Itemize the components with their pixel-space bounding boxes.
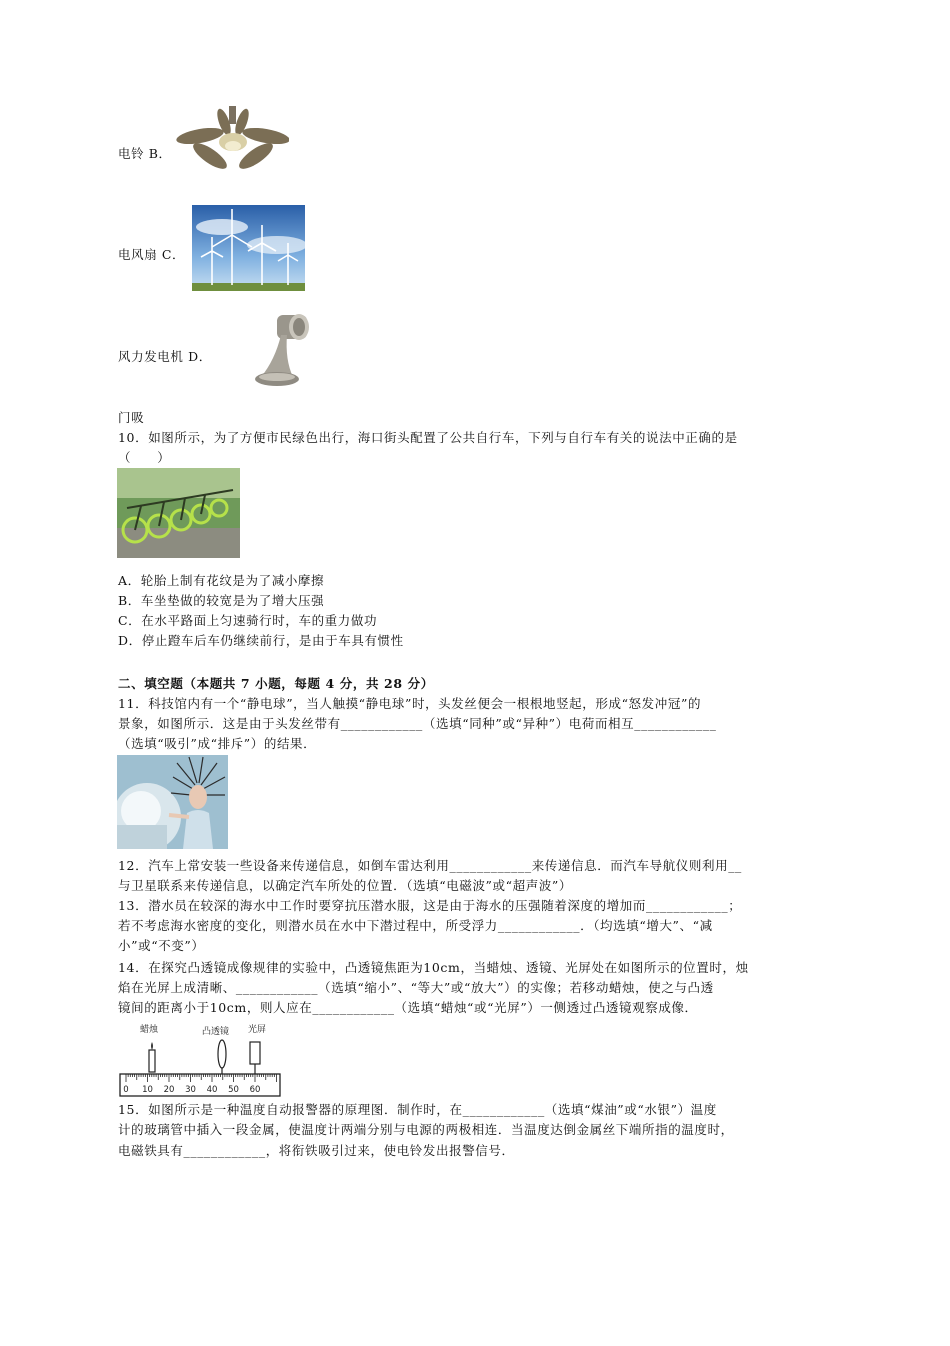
q14-line1: 14．在探究凸透镜成像规律的实验中，凸透镜焦距为10cm，当蜡烛、透镜、光屏处在如图所示的位置时，烛: [118, 960, 749, 975]
q11-line1: 11．科技馆内有一个“静电球”，当人触摸“静电球”时，头发丝便会一根根地竖起，形成“怒发冲冠”的: [118, 696, 702, 711]
ceiling-fan-image: [176, 102, 289, 180]
q10-stem-line2: （ ）: [118, 450, 171, 465]
door-stopper-image: [247, 305, 335, 393]
option-d-caption: 门吸: [118, 410, 145, 425]
ruler-tick-label: 40: [206, 1085, 218, 1095]
q15-line2: 计的玻璃管中插入一段金属，使温度计两端分别与电源的两极相连．当温度达倒金属丝下端所指的温度时，: [118, 1122, 734, 1137]
q13-line2: 若不考虑海水密度的变化，则潜水员在水中下潜过程中，所受浮力____________．（均选填“增大”、“减: [118, 918, 713, 933]
q11-line2: 景象，如图所示．这是由于头发丝带有____________（选填“同种”或“异种”）电荷而相互____________: [118, 716, 717, 731]
q14-line2: 焰在光屏上成清晰、____________（选填“缩小”、“等大”或“放大”）的实像；若移动蜡烛，使之与凸透: [118, 980, 714, 995]
ruler-tick-label: 0: [123, 1085, 129, 1095]
q10-option-b: B．车坐垫做的较宽是为了增大压强: [118, 593, 325, 608]
option-b-label: 电铃 B．: [118, 146, 172, 161]
q12-line2: 与卫星联系来传递信息，以确定汽车所处的位置．（选填“电磁波”或“超声波”）: [118, 878, 573, 893]
wind-turbines-image: [192, 205, 305, 291]
q10-option-a: A．轮胎上制有花纹是为了减小摩擦: [118, 573, 325, 588]
option-d-label: 风力发电机 D．: [118, 349, 212, 364]
ruler-tick-label: 50: [228, 1085, 239, 1095]
section-heading: 二、填空题（本题共 7 小题，每题 4 分，共 28 分）: [118, 676, 434, 691]
q12-line1: 12．汽车上常安装一些设备来传递信息，如倒车雷达利用____________来传递信息．而汽车导航仪则利用__: [118, 858, 742, 873]
q13-line3: 小”或“不变”）: [118, 938, 205, 953]
candle-flame: [151, 1042, 153, 1050]
screen-label: 光屏: [248, 1025, 267, 1035]
q15-line3: 电磁铁具有____________，将衔铁吸引过来，使电铃发出报警信号．: [118, 1143, 515, 1158]
candle-label: 蜡烛: [140, 1025, 159, 1035]
option-c-label: 电风扇 C．: [118, 247, 186, 262]
candle-body: [149, 1050, 155, 1072]
q11-line3: （选填“吸引”成“排斥”）的结果．: [118, 736, 317, 751]
q15-line1: 15．如图所示是一种温度自动报警器的原理图．制作时，在____________（选填“煤油”或“水银”）温度: [118, 1102, 717, 1117]
optical-bench-figure: [118, 1020, 283, 1098]
q13-line1: 13．潜水员在较深的海水中工作时要穿抗压潜水服，这是由于海水的压强随着深度的增加而____________；: [118, 898, 742, 913]
optical-bench-svg: [118, 1020, 283, 1098]
public-bicycles-image: [117, 468, 240, 558]
ruler-tick-label: 20: [163, 1085, 175, 1095]
light-screen: [250, 1042, 260, 1064]
ruler-tick-label: 60: [249, 1085, 261, 1095]
ruler-tick-label: 10: [142, 1085, 153, 1095]
ruler-tick-label: 30: [185, 1085, 196, 1095]
static-ball-image: [117, 755, 228, 849]
q10-stem-line1: 10．如图所示，为了方便市民绿色出行，海口街头配置了公共自行车，下列与自行车有关的说法中正确的是: [118, 430, 738, 445]
q10-option-d: D．停止蹬车后车仍继续前行，是由于车具有惯性: [118, 633, 404, 648]
lens-label: 凸透镜: [202, 1027, 230, 1037]
q10-option-c: C．在水平路面上匀速骑行时，车的重力做功: [118, 613, 378, 628]
convex-lens: [218, 1040, 226, 1068]
q14-line3: 镜间的距离小于10cm，则人应在____________（选填“蜡烛“或“光屏”）一侧透过凸透镜观察成像．: [118, 1000, 698, 1015]
